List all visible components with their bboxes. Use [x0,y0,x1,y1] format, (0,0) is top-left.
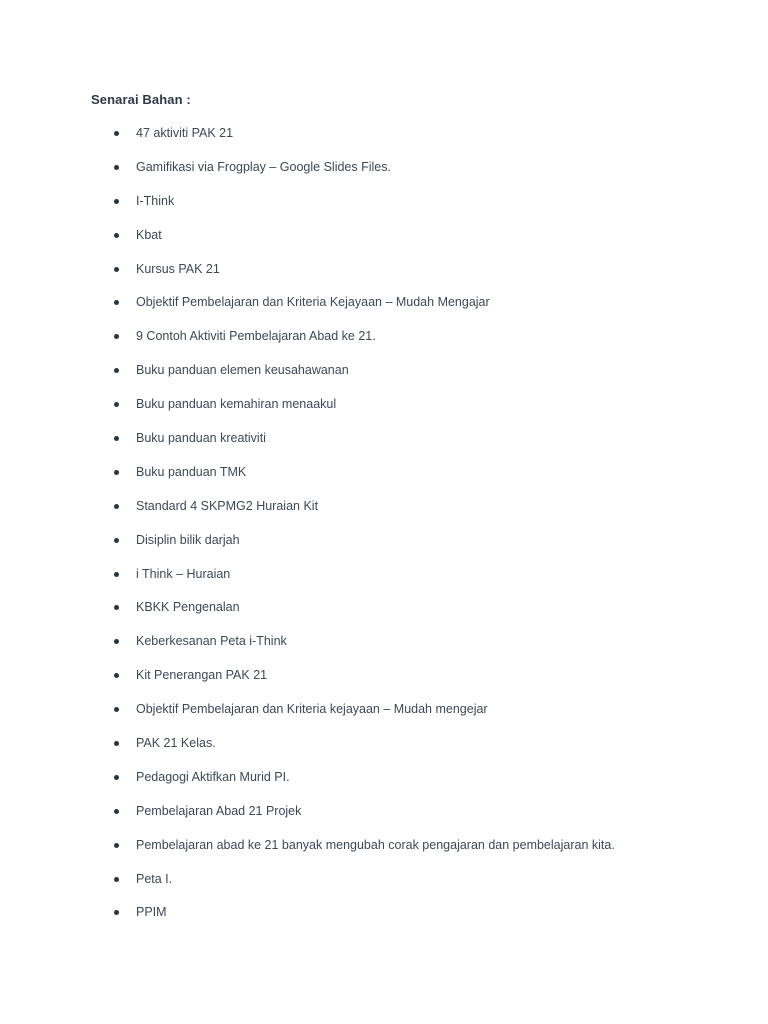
list-item [0,396,700,430]
list-item-text: Gamifikasi via Frogplay – Google Slides Files. [136,159,391,174]
list-item [0,125,700,159]
bullet-icon [114,572,119,577]
bullet-icon [114,334,119,339]
list-item [0,261,700,295]
bullet-icon [114,605,119,610]
list-item [0,362,700,396]
bullet-icon [114,368,119,373]
bullet-icon [114,809,119,814]
bullet-icon [114,843,119,848]
list-item-text: Pedagogi Aktifkan Murid PI. [136,769,290,784]
list-item-text: Pembelajaran abad ke 21 banyak mengubah corak pengajaran dan pembelajaran kita. [136,837,615,852]
bullet-icon [114,470,119,475]
list-item-text: PPIM [136,905,167,920]
list-item [0,803,700,837]
list-item-text: Peta I. [136,871,173,886]
list-item [0,667,700,701]
bullet-icon [114,165,119,170]
list-item-text: Standard 4 SKPMG2 Huraian Kit [136,498,319,513]
list-item [0,837,700,871]
list-item-text: Objektif Pembelajaran dan Kriteria kejayaan – Mudah mengejar [136,702,488,717]
list-item-text: KBKK Pengenalan [136,600,240,615]
list-item [0,498,700,532]
list-item [0,735,700,769]
list-item-text: Buku panduan elemen keusahawanan [136,363,349,378]
list-item [0,532,700,566]
list-item-text: i Think – Huraian [136,566,231,581]
list-item-text: Objektif Pembelajaran dan Kriteria Kejayaan – Mudah Mengajar [136,295,490,310]
list-item-text: Kit Penerangan PAK 21 [136,668,268,683]
materials-list [0,125,700,938]
bullet-icon [114,436,119,441]
list-item [0,566,700,600]
bullet-icon [114,300,119,305]
bullet-icon [114,673,119,678]
list-item [0,701,700,735]
list-item-text: Buku panduan kemahiran menaakul [136,397,337,412]
bullet-icon [114,233,119,238]
list-item-text: PAK 21 Kelas. [136,736,216,751]
list-item [0,904,700,938]
bullet-icon [114,199,119,204]
list-item [0,464,700,498]
list-item-text: Pembelajaran Abad 21 Projek [136,803,302,818]
list-item-text: Kbat [136,227,162,242]
bullet-icon [114,639,119,644]
bullet-icon [114,775,119,780]
bullet-icon [114,538,119,543]
list-item [0,193,700,227]
bullet-icon [114,267,119,272]
list-heading: Senarai Bahan : [91,92,191,107]
list-item [0,227,700,261]
list-item-text: 9 Contoh Aktiviti Pembelajaran Abad ke 21. [136,329,376,344]
bullet-icon [114,877,119,882]
bullet-icon [114,707,119,712]
list-item-text: Kursus PAK 21 [136,261,220,276]
bullet-icon [114,910,119,915]
list-item [0,430,700,464]
list-item [0,328,700,362]
list-item-text: 47 aktiviti PAK 21 [136,126,234,140]
list-item [0,871,700,905]
list-item-text: Disiplin bilik darjah [136,532,240,547]
bullet-icon [114,131,119,136]
list-item [0,769,700,803]
bullet-icon [114,741,119,746]
bullet-icon [114,504,119,509]
list-item-text: Keberkesanan Peta i-Think [136,634,287,649]
bullet-icon [114,402,119,407]
list-item-text: I-Think [136,193,175,208]
list-item-text: Buku panduan kreativiti [136,431,266,446]
list-item [0,159,700,193]
list-item [0,294,700,328]
list-item [0,599,700,633]
list-item [0,633,700,667]
list-item-text: Buku panduan TMK [136,464,247,479]
